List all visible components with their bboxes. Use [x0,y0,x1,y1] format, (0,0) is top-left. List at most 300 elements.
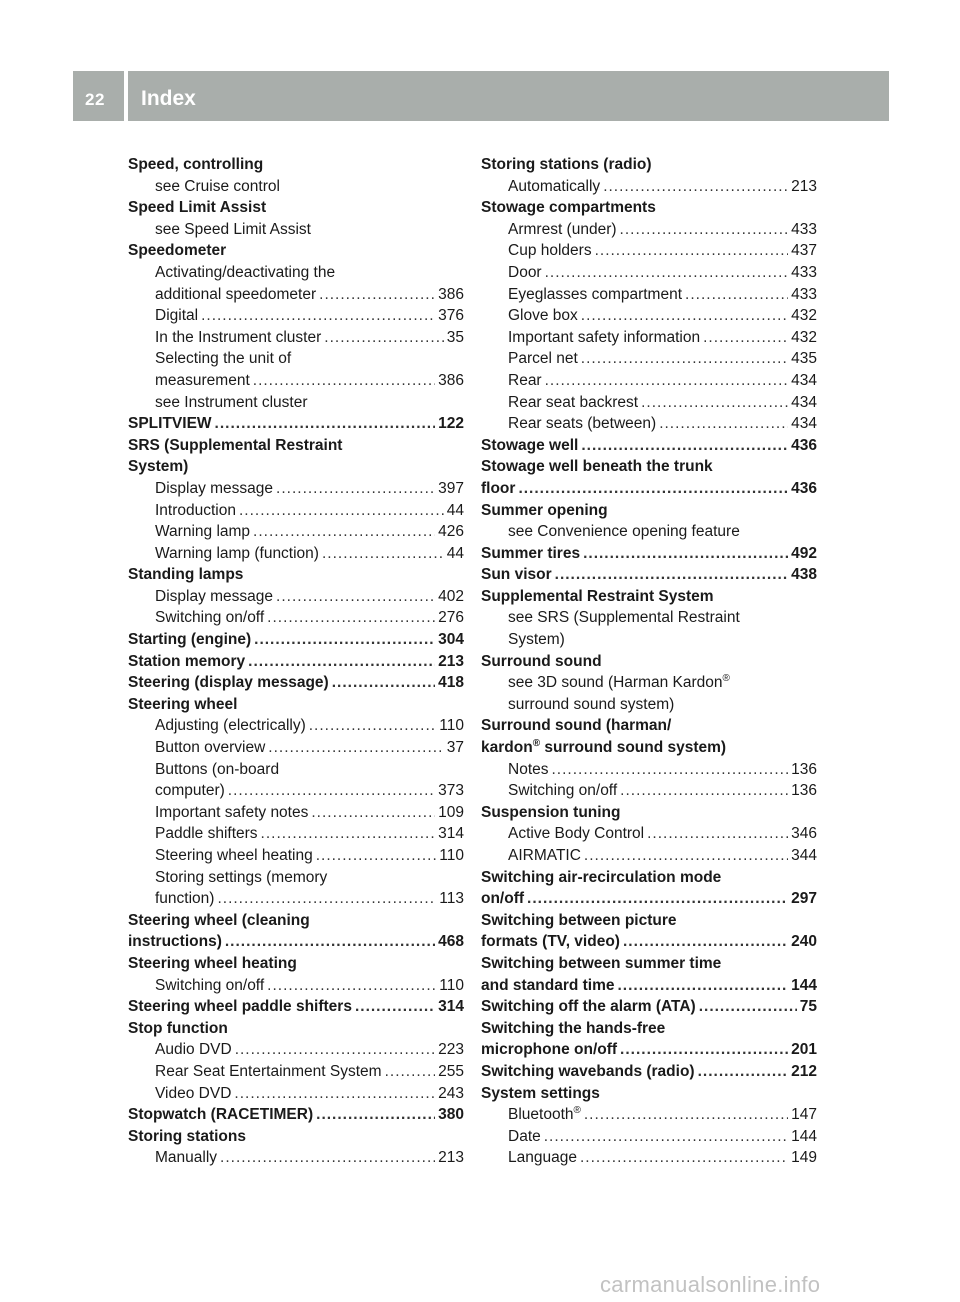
entry-label: Armrest (under) [508,220,617,238]
index-subentry [481,521,817,543]
entry-text [508,823,644,845]
entry-text [508,370,542,392]
entry-text [155,350,291,367]
entry-label: Active Body Control [508,825,645,843]
page-reference: 492 [791,544,817,562]
index-heading [481,564,817,586]
dot-leader [552,759,789,781]
page-reference: 110 [439,976,464,994]
entry-label: Storing settings (memory [155,868,328,886]
entry-label: Switching between summer time [481,954,722,972]
entry-label: Switching off the alarm (ATA) [481,998,696,1016]
dot-leader [261,823,436,845]
entry-text [128,651,245,673]
dot-leader [545,370,789,392]
registered-mark: ® [573,1104,581,1116]
page-reference: 436 [791,479,817,497]
index-heading [481,651,817,673]
entry-label: Sun visor [481,566,552,584]
page-reference: 276 [438,609,464,627]
page-reference: 373 [438,782,464,800]
entry-text [481,653,602,670]
entry-text [128,672,329,694]
entry-text [128,1128,246,1145]
index-subentry [128,1147,464,1169]
entry-text [481,478,515,500]
entry-text [155,761,279,778]
entry-text [508,609,740,626]
index-heading [128,564,464,586]
dot-leader [620,780,788,802]
dot-leader [311,802,435,824]
entry-text [155,500,236,522]
entry-label: Surround sound (harman/ [481,717,672,735]
entry-label: Eyeglasses compartment [508,285,683,303]
dot-leader [518,478,788,500]
entry-label: surround sound system) [508,695,675,713]
entry-text [128,242,226,259]
index-subentry [481,370,817,392]
index-column-right [481,154,817,1169]
index-subentry [128,759,464,781]
dot-leader [685,284,788,306]
dot-leader [268,737,443,759]
entry-label: Buttons (on-board [155,760,280,778]
index-subentry [128,478,464,500]
page-reference: 240 [791,933,817,951]
entry-text [155,1061,382,1083]
index-heading [481,586,817,608]
entry-text [155,975,264,997]
entry-label: see 3D sound (Harman Kardon [508,674,723,692]
page-reference: 433 [791,285,817,303]
page-reference: 144 [791,976,817,994]
page-reference: 418 [438,674,464,692]
entry-text [155,521,250,543]
page-reference: 435 [791,350,817,368]
entry-label: Station memory [128,652,246,670]
entry-label: Steering wheel (cleaning [128,911,310,929]
index-subentry [128,176,464,198]
index-subentry [128,845,464,867]
dot-leader [319,284,435,306]
entry-text [508,1126,541,1148]
entry-label: System) [508,631,565,649]
page-reference: 434 [791,415,817,433]
index-subentry [128,262,464,284]
index-subentry [128,975,464,997]
entry-text [481,435,578,457]
index-heading [128,629,464,651]
index-heading [128,240,464,262]
index-heading [481,931,817,953]
entry-label: Stopwatch (RACETIMER) [128,1106,314,1124]
index-subentry [481,240,817,262]
index-subentry [128,521,464,543]
index-subentry [128,348,464,370]
entry-text [128,912,310,929]
entry-label: Warning lamp (function) [155,544,319,562]
dot-leader [355,996,435,1018]
index-subentry [128,1039,464,1061]
entry-text [481,502,608,519]
dot-leader [239,500,444,522]
entry-label: and standard time [481,976,615,994]
entry-text [508,845,581,867]
index-subentry [481,845,817,867]
index-subentry [128,823,464,845]
entry-text [481,996,696,1018]
page-reference: 397 [438,479,464,497]
dot-leader [659,413,788,435]
dot-leader [580,1147,788,1169]
entry-label: Notes [508,760,549,778]
index-heading [128,996,464,1018]
dot-leader [584,1104,788,1126]
entry-label: Storing stations (radio) [481,156,652,173]
page-reference: 75 [799,998,817,1016]
entry-text [481,912,677,929]
entry-text [155,1147,217,1169]
entry-text [155,586,273,608]
entry-label: Bluetooth [508,1106,574,1124]
entry-text [128,931,222,953]
entry-text [508,262,542,284]
entry-text [155,607,264,629]
entry-text [508,348,578,370]
entry-label: Display message [155,587,274,605]
entry-label: Switching between picture [481,911,677,929]
page-reference: 212 [791,1062,817,1080]
entry-label: Adjusting (electrically) [155,717,306,735]
entry-text [481,156,652,173]
entry-text [155,1039,232,1061]
entry-text [481,199,656,216]
registered-mark: ® [532,737,541,749]
index-subentry [481,759,817,781]
entry-text [155,780,225,802]
index-heading [481,435,817,457]
entry-text [128,566,243,583]
entry-label: Switching wavebands (radio) [481,1062,695,1080]
entry-label: see Cruise control [155,177,280,195]
dot-leader [235,1039,435,1061]
dot-leader [316,1104,435,1126]
entry-text [508,219,617,241]
entry-text [481,1020,665,1037]
index-subentry [481,823,817,845]
index-subentry [128,780,464,802]
index-heading [481,737,817,759]
entry-label: System) [128,458,189,476]
entry-text [508,284,682,306]
entry-text [508,305,578,327]
dot-leader [215,413,436,435]
entry-text [481,458,713,475]
page-reference: 109 [438,803,464,821]
index-heading [128,910,464,932]
index-column-left [128,154,464,1169]
entry-label: measurement [155,371,250,389]
page-reference: 386 [438,371,464,389]
entry-label: Display message [155,479,274,497]
entry-label: floor [481,479,516,497]
entry-label: Switching on/off [155,609,265,627]
page-reference: 437 [791,242,817,260]
entry-text [128,996,352,1018]
entry-label: microphone on/off [481,1041,618,1059]
entry-text [155,888,214,910]
entry-label: computer) [155,782,225,800]
entry-label: Important safety notes [155,803,309,821]
entry-label: Switching on/off [155,976,265,994]
page-reference: 314 [438,998,464,1016]
entry-label: AIRMATIC [508,847,581,864]
entry-label: Switching on/off [508,782,618,800]
entry-label: on/off [481,890,525,908]
entry-text [155,1083,231,1105]
index-subentry [481,348,817,370]
entry-label: Stowage well beneath the trunk [481,458,713,476]
registered-mark: ® [722,673,730,685]
entry-label: Manually [155,1149,218,1167]
entry-label: Digital [155,307,199,325]
entry-text [481,1085,600,1102]
entry-label: Switching air-recirculation mode [481,868,722,886]
entry-text [481,888,524,910]
entry-label: Steering wheel heating [155,847,313,864]
entry-label: kardon [481,739,533,757]
entry-label: Automatically [508,177,601,195]
index-heading [481,867,817,889]
entry-text [155,869,327,886]
page-reference: 136 [791,782,817,800]
dot-leader [248,651,435,673]
page-reference: 314 [438,825,464,843]
index-subentry [128,888,464,910]
page-reference: 433 [791,220,817,238]
index-heading [481,715,817,737]
page-reference: 223 [438,1041,464,1059]
dot-leader [703,327,788,349]
page-reference: 304 [438,631,464,649]
index-heading [481,478,817,500]
page-reference: 110 [439,847,464,864]
entry-text [128,955,297,972]
index-heading [128,154,464,176]
entry-label: Rear [508,371,542,389]
dot-leader [253,521,435,543]
index-subentry [481,413,817,435]
index-heading [128,953,464,975]
index-subentry [481,780,817,802]
page-reference: 426 [438,523,464,541]
entry-text [508,413,656,435]
entry-text [155,478,273,500]
dot-leader [220,1147,435,1169]
entry-label: Rear seat backrest [508,393,639,411]
page-reference: 297 [791,890,817,908]
index-subentry [128,327,464,349]
entry-label: Rear Seat Entertainment System [155,1062,382,1080]
dot-leader [581,305,788,327]
entry-label: Activating/deactivating the [155,263,336,281]
page-reference: 213 [791,177,817,195]
entry-label: Introduction [155,501,236,519]
page-reference: 433 [791,263,817,281]
dot-leader [595,240,789,262]
index-subentry [128,219,464,241]
page-reference: 149 [791,1149,817,1167]
entry-label: Starting (engine) [128,631,252,649]
entry-text [481,1061,695,1083]
entry-label: see Instrument cluster [155,393,308,411]
dot-leader [620,219,789,241]
entry-text [481,955,721,972]
dot-leader [544,1126,788,1148]
page-reference: 376 [438,307,464,325]
index-heading [128,672,464,694]
entry-text [155,823,258,845]
page-reference: 346 [791,825,817,843]
dot-leader [322,543,444,565]
page-reference: 201 [791,1041,817,1059]
index-heading [128,931,464,953]
entry-label: Suspension tuning [481,803,621,821]
entry-label: Speed Limit Assist [128,199,267,217]
entry-label: In the Instrument cluster [155,328,322,346]
entry-text [481,1039,617,1061]
entry-text [155,543,319,565]
entry-label: Speed, controlling [128,156,264,173]
entry-label: Door [508,263,542,281]
dot-leader [276,478,435,500]
page-reference: 110 [439,717,464,735]
dot-leader [699,996,797,1018]
entry-label: see Speed Limit Assist [155,220,311,238]
index-heading [128,413,464,435]
index-subentry [481,305,817,327]
dot-leader [545,262,789,284]
entry-text [481,739,726,756]
entry-label: Steering (display message) [128,674,329,692]
entry-text [128,156,263,173]
entry-label: Parcel net [508,350,578,368]
dot-leader [603,176,788,198]
entry-label: additional speedometer [155,285,317,303]
entry-text [508,696,674,713]
index-heading [481,154,817,176]
page-reference: 386 [438,285,464,303]
page-reference: 122 [438,415,464,433]
index-heading [128,1126,464,1148]
index-subentry [481,176,817,198]
index-subentry [128,543,464,565]
dot-leader [267,607,435,629]
entry-label: Paddle shifters [155,825,258,843]
index-heading [128,694,464,716]
index-heading [481,197,817,219]
entry-label: SRS (Supplemental Restraint [128,436,343,454]
index-subentry [481,694,817,716]
dot-leader [698,1061,789,1083]
dot-leader [201,305,435,327]
page-reference: 243 [438,1084,464,1102]
index-subentry [481,629,817,651]
page-reference: 147 [791,1106,817,1124]
entry-text [508,1147,577,1169]
index-heading [481,996,817,1018]
entry-text [155,845,313,867]
page-reference: 402 [438,587,464,605]
entry-text [481,564,552,586]
index-heading [481,802,817,824]
entry-text [155,327,321,349]
entry-text [155,264,335,281]
index-subentry [128,867,464,889]
entry-label: Stop function [128,1019,228,1037]
entry-text [155,394,307,411]
index-heading [481,456,817,478]
index-heading [481,910,817,932]
entry-label: Summer opening [481,501,608,519]
entry-text [481,931,620,953]
entry-text [508,392,638,414]
dot-leader [555,564,788,586]
page-reference: 144 [791,1127,817,1145]
entry-text [508,759,549,781]
entry-label: Stowage well [481,436,579,454]
entry-text [481,717,671,734]
index-subentry [128,715,464,737]
entry-text [508,327,700,349]
dot-leader [309,715,437,737]
page-reference: 35 [446,328,464,346]
page-reference: 434 [791,393,817,411]
entry-label: Summer tires [481,544,581,562]
index-heading [481,1039,817,1061]
dot-leader [225,931,435,953]
index-subentry [128,500,464,522]
entry-text [128,1020,228,1037]
dot-leader [385,1061,436,1083]
page-reference: 344 [791,847,817,864]
index-heading [128,435,464,457]
index-heading [481,543,817,565]
entry-label: Steering wheel [128,695,238,713]
dot-leader [332,672,435,694]
page-reference: 213 [438,652,464,670]
entry-label: Storing stations [128,1127,246,1145]
index-subentry [128,1061,464,1083]
entry-text [155,221,311,238]
entry-text [508,1104,581,1126]
entry-text [128,1104,313,1126]
index-heading [128,456,464,478]
index-subentry [481,672,817,694]
section-title: Index [141,87,196,110]
dot-leader [324,327,443,349]
dot-leader [620,1039,788,1061]
index-heading [128,651,464,673]
index-subentry [481,1126,817,1148]
index-subentry [128,737,464,759]
dot-leader [647,823,788,845]
entry-text [508,523,740,540]
index-heading [481,1061,817,1083]
dot-leader [234,1083,435,1105]
index-subentry [128,1083,464,1105]
